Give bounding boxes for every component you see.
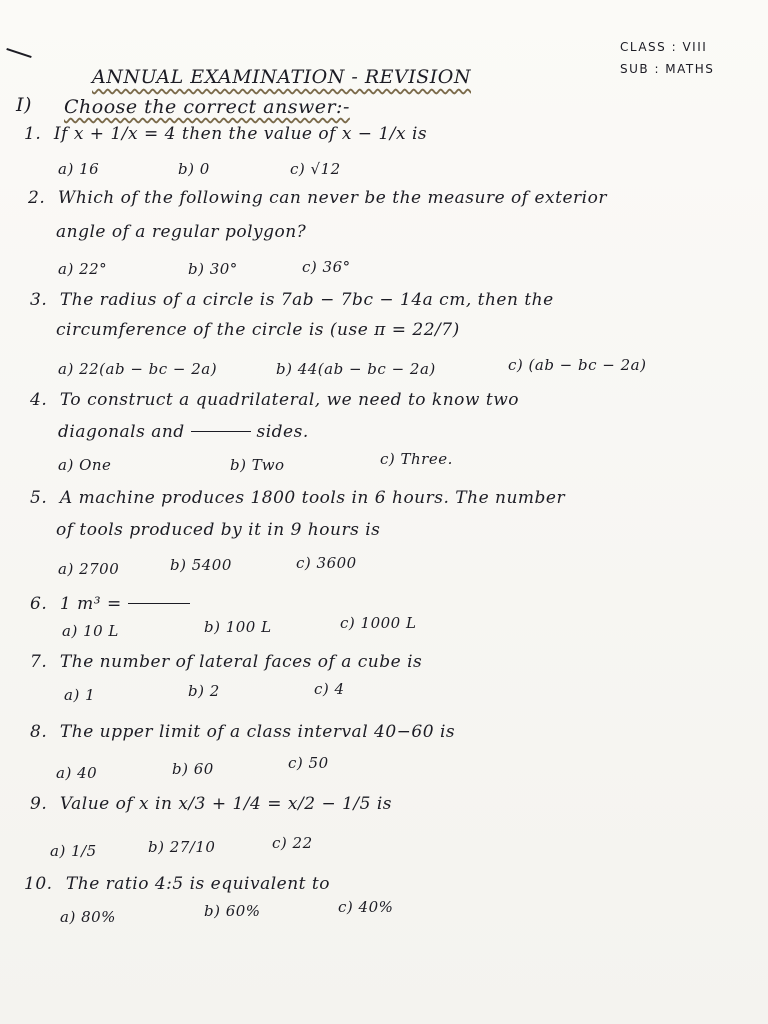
question-1 <box>24 124 427 144</box>
question-number: 2. <box>28 188 46 208</box>
question-2 <box>28 188 607 208</box>
option-a: a) One <box>58 456 112 474</box>
question-text: sides. <box>256 422 309 442</box>
question-number: 4. <box>30 390 48 410</box>
question-number: 9. <box>30 794 48 814</box>
option-c: c) √12 <box>290 160 341 178</box>
question-number: 5. <box>30 488 48 508</box>
question-text: The upper limit of a class interval 40−60 is <box>59 722 456 742</box>
question-4 <box>30 390 519 410</box>
question-3 <box>30 290 554 310</box>
question-6 <box>30 594 190 614</box>
option-b: b) 60% <box>204 902 261 920</box>
question-7 <box>30 652 422 672</box>
option-a: a) 2700 <box>58 560 120 578</box>
option-b: b) 60 <box>172 760 214 778</box>
question-text: 1 m³ = <box>59 594 122 614</box>
option-a: a) 1 <box>64 686 96 704</box>
question-number: 7. <box>30 652 48 672</box>
option-c: c) 50 <box>288 754 329 772</box>
option-b: b) 2 <box>188 682 220 700</box>
question-text: The radius of a circle is 7ab − 7bc − 14a cm, then the <box>59 290 554 310</box>
question-number: 10. <box>24 874 53 894</box>
question-number: 8. <box>30 722 48 742</box>
answer-blank <box>191 431 251 432</box>
tick-mark <box>6 48 31 58</box>
option-c: c) (ab − bc − 2a) <box>508 356 647 374</box>
question-2-line-2: angle of a regular polygon? <box>56 222 307 242</box>
option-b: b) 0 <box>178 160 210 178</box>
option-b: b) 27/10 <box>148 838 216 856</box>
question-number: 6. <box>30 594 48 614</box>
question-number: 3. <box>30 290 48 310</box>
question-text: The number of lateral faces of a cube is <box>59 652 423 672</box>
option-b: b) Two <box>230 456 285 474</box>
question-text: To construct a quadrilateral, we need to know two <box>59 390 519 410</box>
option-b: b) 30° <box>188 260 238 278</box>
question-number: 1. <box>24 124 42 144</box>
question-text: Value of x in x/3 + 1/4 = x/2 − 1/5 is <box>59 794 393 814</box>
question-5-line-2: of tools produced by it in 9 hours is <box>56 520 381 540</box>
question-8 <box>30 722 455 742</box>
option-c: c) 1000 L <box>340 614 417 632</box>
question-text: If x + 1/x = 4 then the value of x − 1/x is <box>53 124 428 144</box>
option-c: c) 22 <box>272 834 313 852</box>
option-c: c) 36° <box>302 258 351 276</box>
answer-blank <box>128 603 190 604</box>
question-text: The ratio 4:5 is equivalent to <box>65 874 330 894</box>
option-a: a) 40 <box>56 764 98 782</box>
option-a: a) 22(ab − bc − 2a) <box>58 360 218 378</box>
question-10 <box>24 874 330 894</box>
option-a: a) 1/5 <box>50 842 97 860</box>
option-c: c) 3600 <box>296 554 357 572</box>
question-5 <box>30 488 565 508</box>
option-b: b) 44(ab − bc − 2a) <box>276 360 436 378</box>
option-a: a) 80% <box>60 908 116 926</box>
section-number: I) <box>16 94 32 116</box>
option-a: a) 16 <box>58 160 100 178</box>
class-label: CLASS : VIII <box>620 40 708 54</box>
question-text: Which of the following can never be the measure of exterior <box>57 188 607 208</box>
option-c: c) 40% <box>338 898 394 916</box>
question-9 <box>30 794 392 814</box>
subject-label: SUB : MATHS <box>620 62 715 76</box>
question-4-line-2 <box>58 422 309 442</box>
option-c: c) 4 <box>314 680 345 698</box>
option-a: a) 22° <box>58 260 108 278</box>
option-b: b) 100 L <box>204 618 272 636</box>
section-title: Choose the correct answer:- <box>64 96 350 118</box>
page-title: ANNUAL EXAMINATION - REVISION <box>92 66 471 88</box>
question-3-line-2: circumference of the circle is (use π = 22/7) <box>56 320 460 340</box>
question-text: A machine produces 1800 tools in 6 hours. The number <box>59 488 566 508</box>
option-a: a) 10 L <box>62 622 119 640</box>
question-text: diagonals and <box>58 422 185 442</box>
option-c: c) Three. <box>380 450 453 468</box>
option-b: b) 5400 <box>170 556 232 574</box>
